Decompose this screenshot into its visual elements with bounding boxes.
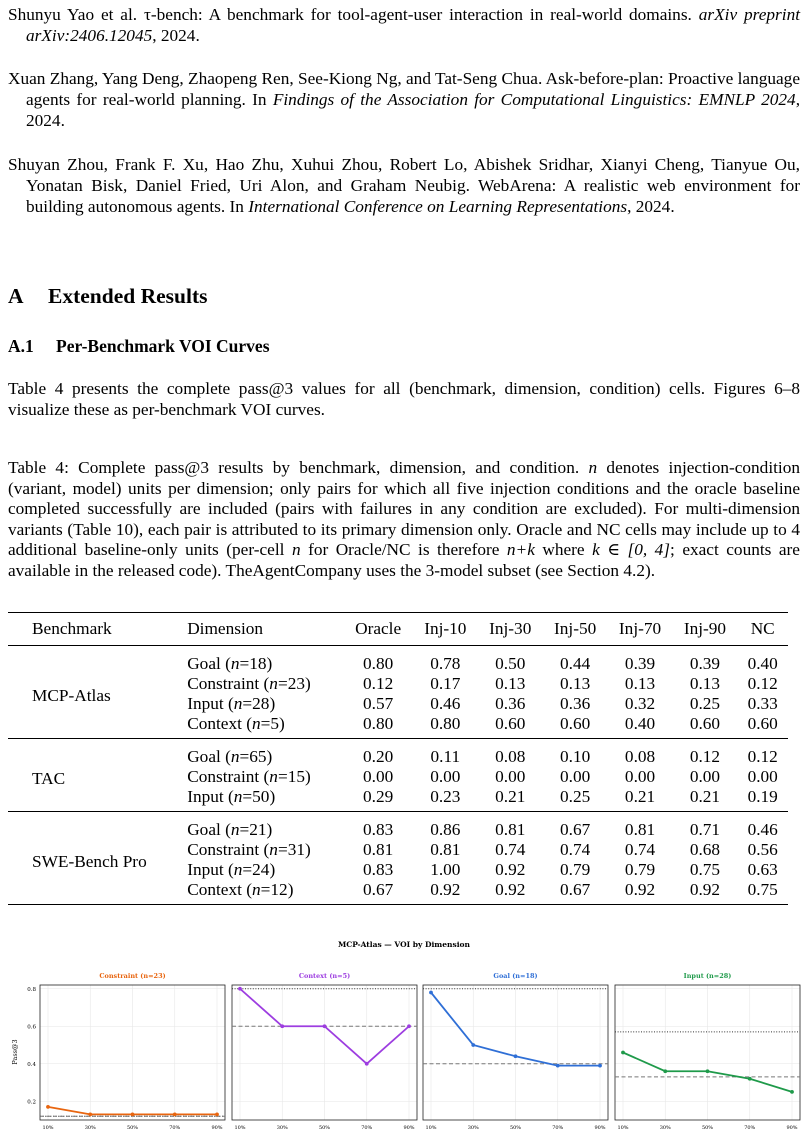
table-group xyxy=(8,646,788,739)
value-cell: 0.46 xyxy=(430,694,461,713)
x-tick-label: 50% xyxy=(509,1125,522,1130)
value-cell: 0.00 xyxy=(624,767,656,786)
x-tick-label: 30% xyxy=(276,1125,288,1130)
value-cell: 0.92 xyxy=(689,880,721,899)
dimension-count: 21 xyxy=(249,820,267,839)
x-tick-label: 10% xyxy=(425,1125,437,1130)
dimension-label: Goal xyxy=(187,747,221,766)
reference-zhou: Shuyan Zhou, Frank F. Xu, Hao Zhu, Xuhui Zhou, Robert Lo, Abishek Sridhar, Xianyi Cheng, Tianyue Ou, Yonatan Bisk, Daniel Fried, Uri Alon, and Graham Neubig. WebArena: A realistic web environment for building autonomous agents. In International Conference on Learning Representations, 2024. xyxy=(8,155,800,216)
x-tick-label: 10% xyxy=(234,1125,246,1130)
dimension-count: 31 xyxy=(287,840,305,859)
data-point xyxy=(215,1112,219,1116)
dimension-count: 15 xyxy=(287,767,305,786)
data-point xyxy=(790,1090,794,1094)
value-cell: 0.78 xyxy=(430,654,461,673)
data-point xyxy=(173,1112,177,1116)
value-cell: 0.80 xyxy=(363,654,394,673)
value-cell: 0.92 xyxy=(430,880,461,899)
value-cell: 0.67 xyxy=(363,880,394,899)
value-cell: 0.39 xyxy=(624,654,656,673)
subsection-heading: A.1 Per-Benchmark VOI Curves xyxy=(8,336,270,356)
chart-panel xyxy=(232,972,417,1130)
data-point xyxy=(238,987,242,991)
value-cell: 1.00 xyxy=(430,860,461,879)
value-cell: 0.63 xyxy=(747,860,778,879)
value-cell: 0.00 xyxy=(560,767,591,786)
dimension-count: 28 xyxy=(252,694,270,713)
dimension-label: Goal xyxy=(187,654,221,673)
data-point xyxy=(131,1112,135,1116)
table-row xyxy=(8,646,788,675)
value-cell: 0.86 xyxy=(430,820,461,839)
data-point xyxy=(365,1062,369,1066)
value-cell: 0.33 xyxy=(747,694,778,713)
section-heading: A Extended Results xyxy=(8,284,208,308)
dimension-count: 12 xyxy=(270,880,288,899)
x-tick-label: 30% xyxy=(84,1125,96,1130)
data-point xyxy=(663,1069,667,1073)
dimension-count: 50 xyxy=(252,787,270,806)
voi-figure xyxy=(0,935,808,1130)
value-cell: 0.36 xyxy=(560,694,591,713)
data-point xyxy=(88,1112,92,1116)
header-oracle: Oracle xyxy=(343,613,412,646)
y-axis-label: Pass@3 xyxy=(11,1039,19,1065)
benchmark-cell: MCP-Atlas xyxy=(32,686,111,705)
panel-title: Goal (n=18) xyxy=(493,972,538,980)
x-tick-label: 90% xyxy=(211,1125,223,1130)
y-tick-label: 0.4 xyxy=(27,1061,36,1068)
value-cell: 0.00 xyxy=(689,767,721,786)
value-cell: 0.12 xyxy=(363,674,394,693)
value-cell: 0.13 xyxy=(689,674,721,693)
data-point xyxy=(323,1024,327,1028)
dimension-cell: Goal (n=65) xyxy=(187,747,273,766)
panel-title: Constraint (n=23) xyxy=(99,972,166,980)
dimension-label: Goal xyxy=(187,820,221,839)
dimension-cell: Context (n=5) xyxy=(187,714,285,733)
value-cell: 0.80 xyxy=(430,714,461,733)
dimension-label: Context xyxy=(187,714,242,733)
value-cell: 0.81 xyxy=(363,840,394,859)
dimension-cell: Constraint (n=23) xyxy=(187,674,311,693)
header-inj-30: Inj-30 xyxy=(478,613,543,646)
value-cell: 0.00 xyxy=(363,767,394,786)
value-cell: 0.11 xyxy=(430,747,461,766)
x-tick-label: 90% xyxy=(403,1125,415,1130)
value-cell: 0.44 xyxy=(560,654,591,673)
table-row xyxy=(8,812,788,841)
data-point xyxy=(407,1024,411,1028)
table-row xyxy=(8,739,788,768)
chart-panel xyxy=(27,972,225,1130)
value-cell: 0.60 xyxy=(495,714,526,733)
value-cell: 0.12 xyxy=(689,747,721,766)
value-cell: 0.10 xyxy=(560,747,591,766)
value-cell: 0.40 xyxy=(624,714,656,733)
value-cell: 0.20 xyxy=(363,747,394,766)
value-cell: 0.83 xyxy=(363,820,394,839)
dimension-label: Constraint xyxy=(187,840,260,859)
reference-yao: Shunyu Yao et al. τ-bench: A benchmark for tool-agent-user interaction in real-world domains. arXiv preprint arXiv:2406.12045, 2024. xyxy=(8,5,801,45)
data-point xyxy=(706,1069,710,1073)
value-cell: 0.36 xyxy=(495,694,526,713)
data-point xyxy=(429,991,433,995)
x-tick-label: 90% xyxy=(594,1125,606,1130)
dimension-count: 24 xyxy=(252,860,270,879)
reference-zhang: Xuan Zhang, Yang Deng, Zhaopeng Ren, See-Kiong Ng, and Tat-Seng Chua. Ask-before-plan: Proactive language agents for real-world planning. In Findings of the Association for Computational Linguistics: EMNLP 2024, 2024. xyxy=(8,69,801,130)
value-cell: 0.17 xyxy=(430,674,461,693)
dimension-cell: Constraint (n=15) xyxy=(187,767,311,786)
value-cell: 0.74 xyxy=(624,840,656,859)
dimension-cell: Goal (n=21) xyxy=(187,820,273,839)
value-cell: 0.60 xyxy=(560,714,591,733)
dimension-cell: Input (n=28) xyxy=(187,694,276,713)
value-cell: 0.19 xyxy=(747,787,778,806)
dimension-label: Constraint xyxy=(187,767,260,786)
table-caption: Table 4: Complete pass@3 results by benchmark, dimension, and condition. n denotes injection-condition (variant, model) units per dimension; only pairs for which all five injection conditions and the oracle baseline completed successfully are included (pairs with failures in any condition are excluded). For multi-dimension variants (Table 10), each pair is attributed to its primary dimension only. Oracle and NC cells may include up to 4 additional baseline-only units (per-cell n for Oracle/NC is therefore n+k where k ∈ [0, 4]; exact counts are available in the released code). TheAgentCompany uses the 3-model subset (see Section 4.2). xyxy=(8,458,801,580)
value-cell: 0.23 xyxy=(430,787,461,806)
value-cell: 0.79 xyxy=(624,860,656,879)
value-cell: 0.12 xyxy=(747,747,778,766)
value-cell: 0.13 xyxy=(495,674,526,693)
value-cell: 0.60 xyxy=(689,714,721,733)
x-tick-label: 70% xyxy=(552,1125,564,1130)
value-cell: 0.81 xyxy=(624,820,656,839)
value-cell: 0.81 xyxy=(495,820,526,839)
value-cell: 0.21 xyxy=(689,787,721,806)
dimension-label: Context xyxy=(187,880,242,899)
value-cell: 0.12 xyxy=(747,674,778,693)
value-cell: 0.29 xyxy=(363,787,394,806)
dimension-label: Input xyxy=(187,860,224,879)
results-table xyxy=(8,612,788,905)
value-cell: 0.13 xyxy=(560,674,591,693)
data-point xyxy=(598,1064,602,1068)
value-cell: 0.25 xyxy=(689,694,721,713)
header-nc: NC xyxy=(737,613,788,646)
y-tick-label: 0.2 xyxy=(27,1099,36,1106)
x-tick-label: 50% xyxy=(318,1125,331,1130)
value-cell: 0.60 xyxy=(747,714,778,733)
value-cell: 0.08 xyxy=(624,747,656,766)
table-group xyxy=(8,739,788,812)
value-cell: 0.75 xyxy=(689,860,721,879)
value-cell: 0.32 xyxy=(624,694,656,713)
value-cell: 0.71 xyxy=(689,820,721,839)
header-inj-70: Inj-70 xyxy=(608,613,673,646)
dimension-label: Constraint xyxy=(187,674,260,693)
y-tick-label: 0.8 xyxy=(27,986,36,993)
dimension-count: 23 xyxy=(287,674,305,693)
header-benchmark: Benchmark xyxy=(8,613,181,646)
value-cell: 0.40 xyxy=(747,654,778,673)
value-cell: 0.21 xyxy=(624,787,656,806)
value-cell: 0.83 xyxy=(363,860,394,879)
value-cell: 0.46 xyxy=(747,820,778,839)
figure-title: MCP-Atlas — VOI by Dimension xyxy=(337,940,471,949)
value-cell: 0.08 xyxy=(495,747,526,766)
value-cell: 0.13 xyxy=(624,674,656,693)
dimension-cell: Goal (n=18) xyxy=(187,654,273,673)
table-group xyxy=(8,812,788,905)
data-point xyxy=(46,1105,50,1109)
table-header-row xyxy=(8,613,788,646)
value-cell: 0.67 xyxy=(560,880,591,899)
value-cell: 0.92 xyxy=(495,880,526,899)
dimension-label: Input xyxy=(187,787,224,806)
value-cell: 0.56 xyxy=(747,840,778,859)
data-point xyxy=(471,1043,475,1047)
x-tick-label: 30% xyxy=(467,1125,479,1130)
dimension-label: Input xyxy=(187,694,224,713)
value-cell: 0.39 xyxy=(689,654,721,673)
value-cell: 0.74 xyxy=(495,840,526,859)
dimension-cell: Context (n=12) xyxy=(187,880,294,899)
x-tick-label: 50% xyxy=(126,1125,139,1130)
dimension-count: 5 xyxy=(270,714,280,733)
value-cell: 0.50 xyxy=(495,654,526,673)
value-cell: 0.00 xyxy=(430,767,461,786)
x-tick-label: 10% xyxy=(617,1125,629,1130)
value-cell: 0.74 xyxy=(560,840,591,859)
value-cell: 0.25 xyxy=(560,787,591,806)
header-inj-10: Inj-10 xyxy=(413,613,478,646)
intro-paragraph: Table 4 presents the complete pass@3 values for all (benchmark, dimension, condition) cells. Figures 6–8 visualize these as per-benchmark VOI curves. xyxy=(8,379,800,419)
data-point xyxy=(514,1054,518,1058)
dimension-count: 65 xyxy=(249,747,267,766)
x-tick-label: 70% xyxy=(361,1125,373,1130)
value-cell: 0.00 xyxy=(747,767,778,786)
value-cell: 0.00 xyxy=(495,767,526,786)
x-tick-label: 30% xyxy=(659,1125,671,1130)
data-point xyxy=(280,1024,284,1028)
dimension-cell: Input (n=24) xyxy=(187,860,276,879)
panel-title: Context (n=5) xyxy=(298,972,351,980)
dimension-cell: Constraint (n=31) xyxy=(187,840,311,859)
data-point xyxy=(621,1051,625,1055)
value-cell: 0.21 xyxy=(495,787,526,806)
x-tick-label: 10% xyxy=(42,1125,54,1130)
value-cell: 0.67 xyxy=(560,820,591,839)
dimension-cell: Input (n=50) xyxy=(187,787,276,806)
x-tick-label: 50% xyxy=(701,1125,714,1130)
x-tick-label: 70% xyxy=(169,1125,181,1130)
value-cell: 0.80 xyxy=(363,714,394,733)
x-tick-label: 70% xyxy=(744,1125,756,1130)
data-point xyxy=(748,1077,752,1081)
value-cell: 0.92 xyxy=(495,860,526,879)
value-cell: 0.79 xyxy=(560,860,591,879)
value-cell: 0.75 xyxy=(747,880,778,899)
value-cell: 0.57 xyxy=(363,694,394,713)
benchmark-cell: SWE-Bench Pro xyxy=(32,852,147,871)
value-cell: 0.81 xyxy=(430,840,461,859)
data-point xyxy=(556,1064,560,1068)
value-cell: 0.92 xyxy=(624,880,656,899)
chart-panel xyxy=(423,972,608,1130)
benchmark-cell: TAC xyxy=(32,769,66,788)
dimension-count: 18 xyxy=(249,654,267,673)
chart-panel xyxy=(615,972,800,1130)
y-tick-label: 0.6 xyxy=(27,1024,36,1031)
header-inj-90: Inj-90 xyxy=(673,613,738,646)
value-cell: 0.68 xyxy=(689,840,721,859)
panel-title: Input (n=28) xyxy=(683,972,732,980)
header-dimension: Dimension xyxy=(181,613,343,646)
x-tick-label: 90% xyxy=(786,1125,798,1130)
header-inj-50: Inj-50 xyxy=(543,613,608,646)
